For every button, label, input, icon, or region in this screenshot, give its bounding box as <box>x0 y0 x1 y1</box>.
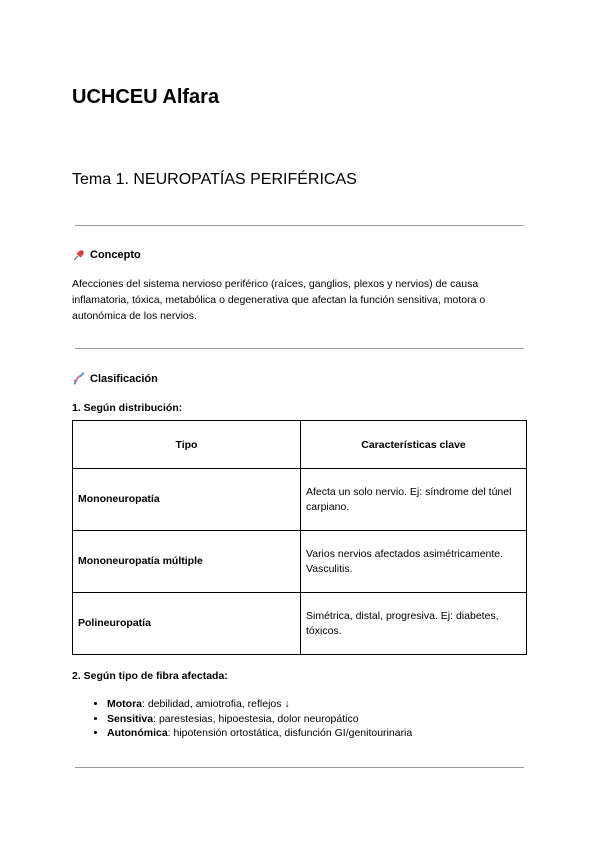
clasificacion-heading-label: Clasificación <box>90 373 158 385</box>
list-item <box>107 697 412 712</box>
distribucion-subheading: 1. Según distribución: <box>72 402 183 414</box>
cell-tipo: Mononeuropatía <box>73 469 301 531</box>
cell-caracteristicas: Afecta un solo nervio. Ej: síndrome del túnel carpiano. <box>301 469 527 531</box>
clasificacion-heading <box>72 372 158 386</box>
dna-icon <box>72 372 86 386</box>
list-item-label: Sensitiva <box>107 712 154 725</box>
list-item-text: : hipotensión ortostática, disfunción GI/genitourinaria <box>167 727 413 739</box>
column-header-caracteristicas: Características clave <box>301 421 527 469</box>
cell-tipo: Polineuropatía <box>73 593 301 655</box>
cell-caracteristicas: Varios nervios afectados asimétricamente. Vasculitis. <box>301 531 527 593</box>
list-item-text: : parestesias, hipoestesia, dolor neuropático <box>153 712 359 725</box>
table-row <box>73 593 527 655</box>
list-item <box>107 726 412 741</box>
fibra-subheading: 2. Según tipo de fibra afectada: <box>72 670 228 682</box>
table-header-row <box>73 421 527 469</box>
list-item-text: : debilidad, amiotrofia, reflejos ↓ <box>142 698 290 710</box>
pushpin-icon <box>72 248 86 262</box>
divider <box>75 225 524 226</box>
document-title: UCHCEU Alfara <box>72 86 220 108</box>
concepto-heading <box>72 248 141 262</box>
concepto-text: Afecciones del sistema nervioso periférico (raíces, ganglios, plexos y nervios) de causa inflamatoria, tóxica, metabólica o degenerativa que afectan la función sensitiva, motora o autonómica de los nervios. <box>72 278 486 322</box>
list-item-label: Motora <box>107 698 142 710</box>
distribucion-table <box>72 420 527 655</box>
cell-tipo: Mononeuropatía múltiple <box>73 531 301 593</box>
table-row <box>73 531 527 593</box>
divider <box>75 348 524 349</box>
table-row <box>73 469 527 531</box>
fibra-list <box>88 697 412 741</box>
list-item-label: Autonómica <box>107 727 168 739</box>
column-header-tipo: Tipo <box>73 421 301 469</box>
concepto-heading-label: Concepto <box>90 249 141 261</box>
divider <box>75 767 524 768</box>
cell-caracteristicas: Simétrica, distal, progresiva. Ej: diabetes, tóxicos. <box>301 593 527 655</box>
list-item <box>107 712 412 727</box>
topic-title: Tema 1. NEUROPATÍAS PERIFÉRICAS <box>72 171 357 188</box>
